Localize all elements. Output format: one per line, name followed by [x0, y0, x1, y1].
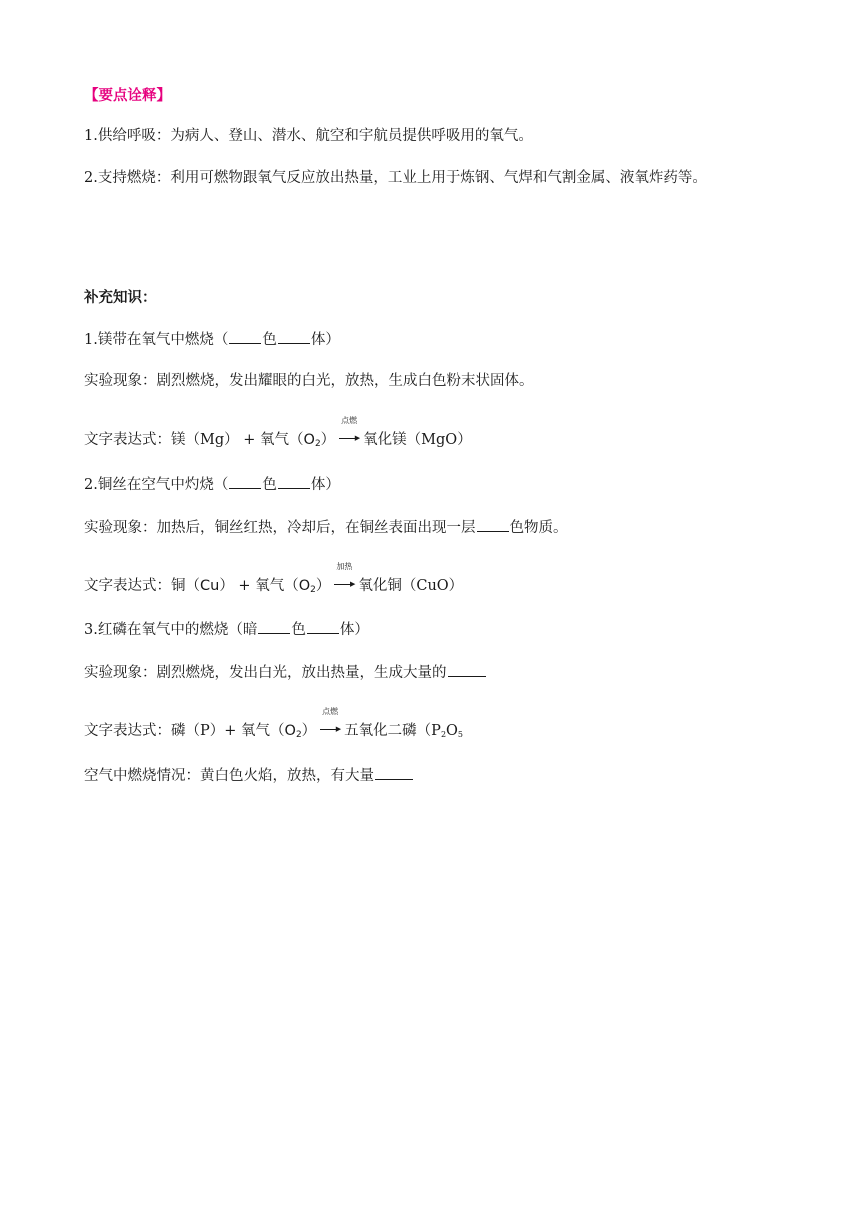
- o2-formula: $O_2$: [298, 578, 316, 595]
- reaction-condition: 点燃: [341, 416, 358, 425]
- o2-formula: $O_2$: [303, 432, 321, 449]
- p-color-word: 色: [291, 622, 306, 638]
- cu-expr-plus: ） + 氧气（: [219, 578, 299, 594]
- section-title: 【要点诠释】: [84, 87, 171, 104]
- point-2: 2.支持燃烧：利用可燃物跟氧气反应放出热量，工业上用于炼钢、气焊和气割金属、液氧炸药等。: [84, 170, 707, 186]
- cu-title: [84, 474, 340, 495]
- reaction-arrow-icon: 点燃 ▶: [338, 424, 360, 444]
- cu-color-word: 色: [262, 477, 277, 493]
- reaction-arrow-icon: 加热 ▶: [333, 570, 355, 590]
- p-expr-label: 文字表达式：磷（P）+ 氧气（: [84, 723, 285, 739]
- cu-phenomenon-tail: 色物质。: [509, 520, 568, 536]
- blank-line: [278, 329, 310, 344]
- blank-line: [307, 619, 339, 634]
- cu-expr-close: ）: [315, 578, 331, 594]
- blank-line: [278, 474, 310, 489]
- p-phenomenon-text: 实验现象：剧烈燃烧，发出白光，放出热量，生成大量的: [84, 665, 447, 681]
- supplement-title: 补充知识：: [84, 289, 157, 306]
- mg-title: [84, 329, 340, 350]
- blank-line: [258, 619, 290, 634]
- point-1: 1.供给呼吸：为病人、登山、潜水、航空和宇航员提供呼吸用的氧气。: [84, 128, 533, 144]
- p-product: 五氧化二磷（$P_2O_5$: [344, 723, 464, 739]
- cu-symbol: Cu: [200, 578, 220, 594]
- reaction-arrow-icon: 点燃 ▶: [319, 715, 341, 735]
- mg-phenomenon: 实验现象：剧烈燃烧，发出耀眼的白光，放热，生成白色粉末状固体。: [84, 373, 534, 389]
- p-state-word: 体）: [339, 622, 369, 638]
- o2-formula: $O_2$: [284, 723, 302, 740]
- p-expression: [84, 707, 464, 745]
- p-title-text: 3.红磷在氧气中的燃烧（暗: [84, 622, 258, 638]
- cu-state-word: 体）: [310, 477, 340, 493]
- blank-line: [229, 329, 261, 344]
- mg-expr-label: 文字表达式：镁（Mg）: [84, 432, 239, 448]
- reaction-condition: 加热: [336, 562, 353, 571]
- cu-expression: [84, 562, 464, 600]
- p-air-burn: [84, 765, 414, 786]
- mg-state-word: 体）: [310, 332, 340, 348]
- mg-expr-close: ）: [320, 432, 336, 448]
- cu-phenomenon: [84, 517, 568, 538]
- blank-line: [375, 765, 413, 780]
- p-phenomenon: [84, 662, 487, 683]
- p-expr-close: ）: [301, 723, 317, 739]
- cu-expr-label: 文字表达式：铜（: [84, 578, 200, 594]
- blank-line: [229, 474, 261, 489]
- cu-product: 氧化铜（CuO）: [358, 578, 464, 594]
- mg-product: 氧化镁（MgO）: [363, 432, 472, 448]
- mg-title-text: 1.镁带在氧气中燃烧（: [84, 332, 229, 348]
- blank-line: [448, 662, 486, 677]
- p-air-burn-text: 空气中燃烧情况：黄白色火焰，放热，有大量: [84, 768, 374, 784]
- mg-expr-plus: + 氧气（: [238, 432, 304, 448]
- mg-color-word: 色: [262, 332, 277, 348]
- blank-line: [477, 517, 509, 532]
- p-title: [84, 619, 369, 640]
- reaction-condition: 点燃: [322, 707, 339, 716]
- cu-phenomenon-text: 实验现象：加热后，铜丝红热，冷却后，在铜丝表面出现一层: [84, 520, 476, 536]
- mg-expression: [84, 416, 472, 454]
- cu-title-text: 2.铜丝在空气中灼烧（: [84, 477, 229, 493]
